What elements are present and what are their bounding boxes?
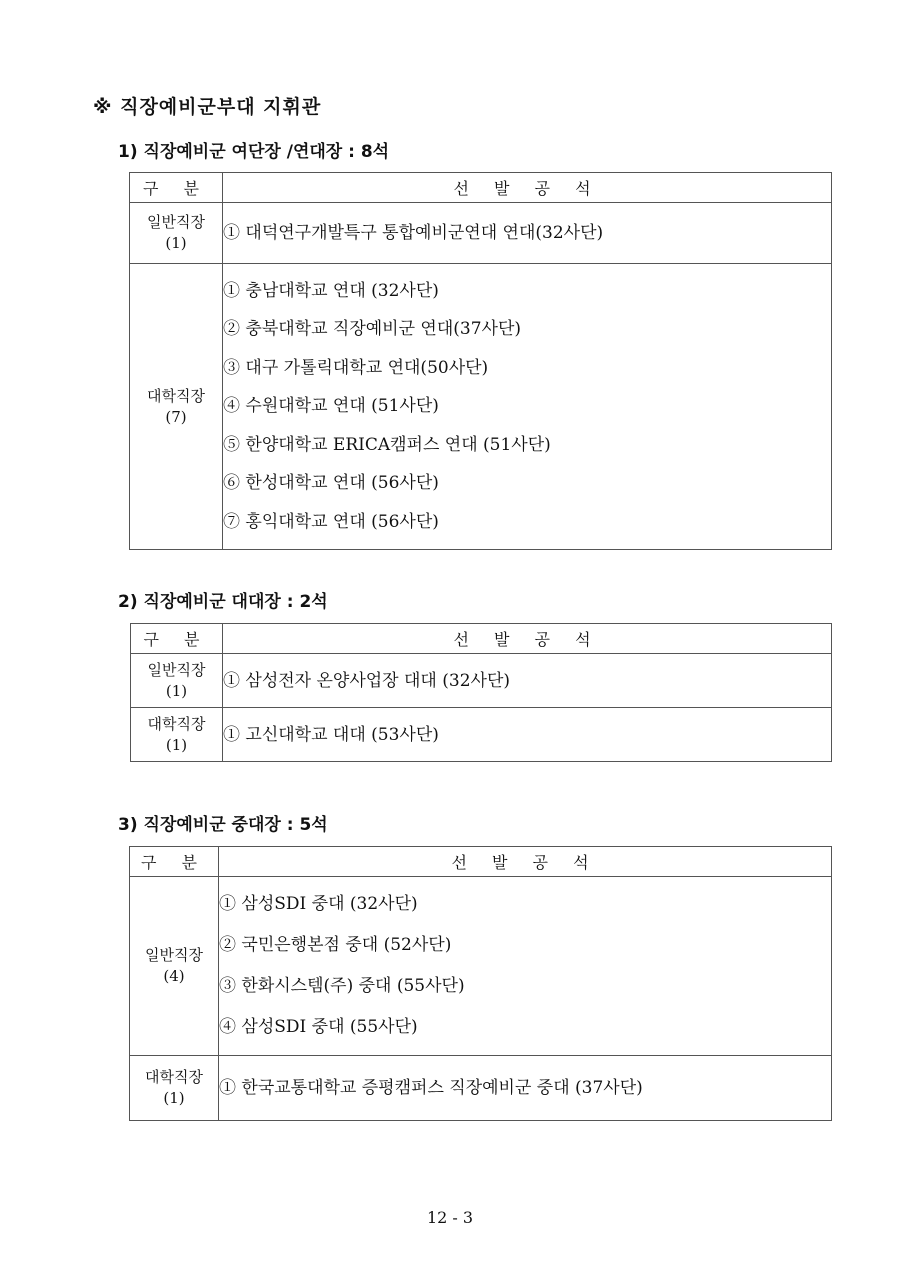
category-count: (1)	[165, 681, 188, 700]
column-header-seats: 선 발 공 석	[223, 173, 832, 203]
seat-item: ③ 대구 가톨릭대학교 연대(50사단)	[223, 357, 489, 378]
seat-item: ① 충남대학교 연대 (32사단)	[223, 280, 439, 301]
seat-item: ③ 한화시스템(주) 중대 (55사단)	[219, 976, 465, 996]
table-header-row	[130, 847, 832, 877]
seats-cell	[223, 264, 832, 550]
table-row	[130, 877, 832, 1056]
table-row	[131, 708, 832, 762]
category-cell	[130, 877, 219, 1056]
section-heading: 2) 직장예비군 대대장 : 2석	[118, 592, 328, 612]
category-label: 대학직장	[147, 386, 205, 405]
seat-item: ⑤ 한양대학교 ERICA캠퍼스 연대 (51사단)	[223, 434, 551, 455]
category-cell	[131, 654, 223, 708]
seats-cell	[219, 1056, 832, 1121]
seat-item: ② 충북대학교 직장예비군 연대(37사단)	[223, 319, 522, 340]
category-label: 대학직장	[145, 1068, 203, 1086]
table-header-row	[130, 173, 832, 203]
seats-cell	[219, 877, 832, 1056]
seat-item: ⑦ 홍익대학교 연대 (56사단)	[223, 511, 439, 532]
section-heading: 1) 직장예비군 여단장 /연대장 : 8석	[118, 142, 390, 162]
category-count: (4)	[163, 967, 185, 985]
column-header-category: 구 분	[130, 173, 223, 203]
seat-item: ① 고신대학교 대대 (53사단)	[223, 724, 439, 745]
section-table	[129, 846, 832, 1121]
seat-item: ① 한국교통대학교 증평캠퍼스 직장예비군 중대 (37사단)	[219, 1078, 643, 1098]
category-cell	[130, 264, 223, 550]
category-label: 일반직장	[145, 946, 203, 964]
category-label: 일반직장	[147, 660, 206, 679]
category-count: (1)	[165, 234, 187, 252]
category-cell	[131, 708, 223, 762]
section-table	[129, 172, 832, 550]
seat-item: ① 삼성SDI 중대 (32사단)	[219, 894, 418, 914]
category-label: 대학직장	[147, 714, 206, 733]
table-row	[130, 203, 832, 264]
seat-item: ① 삼성전자 온양사업장 대대 (32사단)	[223, 670, 510, 691]
category-count: (7)	[165, 407, 187, 426]
column-header-category: 구 분	[131, 624, 223, 654]
table-row	[130, 264, 832, 550]
seats-cell	[223, 203, 832, 264]
column-header-seats: 선 발 공 석	[223, 624, 832, 654]
section-table	[130, 623, 832, 762]
seat-item: ① 대덕연구개발특구 통합예비군연대 연대(32사단)	[223, 223, 604, 243]
category-count: (1)	[165, 735, 188, 754]
table-row	[131, 654, 832, 708]
section-heading: 3) 직장예비군 중대장 : 5석	[118, 815, 328, 835]
page-title: ※ 직장예비군부대 지휘관	[93, 96, 322, 118]
category-cell	[130, 203, 223, 264]
category-label: 일반직장	[147, 213, 205, 231]
column-header-seats: 선 발 공 석	[219, 847, 832, 877]
seats-cell	[223, 654, 832, 708]
seat-item: ④ 삼성SDI 중대 (55사단)	[219, 1017, 418, 1037]
category-count: (1)	[163, 1089, 185, 1107]
seats-cell	[223, 708, 832, 762]
seat-item: ④ 수원대학교 연대 (51사단)	[223, 396, 439, 417]
table-header-row	[131, 624, 832, 654]
table-row	[130, 1056, 832, 1121]
seat-item: ⑥ 한성대학교 연대 (56사단)	[223, 473, 439, 494]
category-cell	[130, 1056, 219, 1121]
page-number: 12 - 3	[426, 1208, 474, 1227]
column-header-category: 구 분	[130, 847, 219, 877]
seat-item: ② 국민은행본점 중대 (52사단)	[219, 935, 452, 955]
